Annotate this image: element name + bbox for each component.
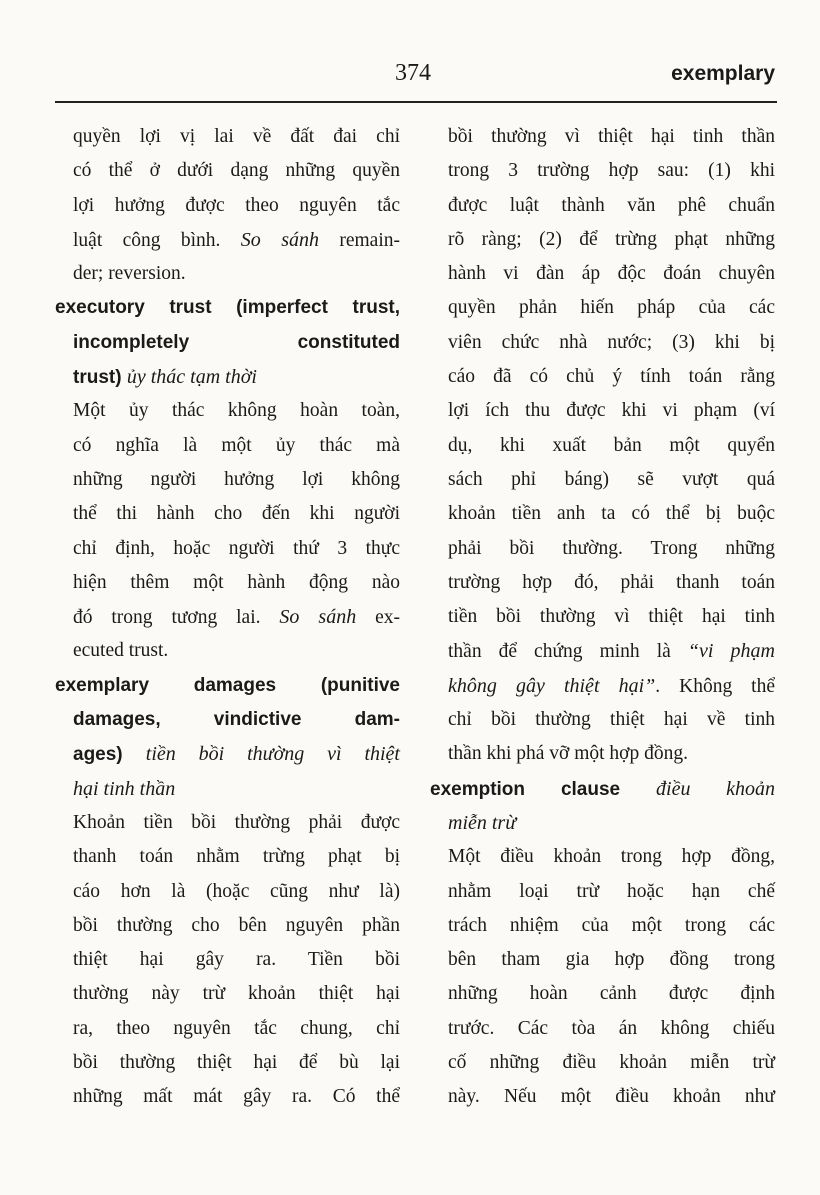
text-line xyxy=(55,600,400,634)
text-line xyxy=(430,497,775,531)
text-run: ra, theo nguyên tắc chung, chỉ xyxy=(73,1017,400,1039)
text-run: exemplary damages (punitive xyxy=(55,674,400,696)
text-run: trách nhiệm của một trong các xyxy=(448,914,775,936)
italic-text: tiền bồi thường vì thiệt xyxy=(145,743,400,766)
text-run: đó trong tương lai. xyxy=(73,607,280,629)
text-line xyxy=(55,634,400,668)
entry-headword-line xyxy=(55,703,400,737)
text-run: quyền phản hiến pháp của các xyxy=(448,297,775,319)
text-line xyxy=(55,120,400,154)
text-run: cáo hơn là (hoặc cũng như là) xyxy=(73,880,400,902)
text-run: chỉ bồi thường thiệt hại về tinh xyxy=(448,709,775,731)
text-run: cố những điều khoản miễn trừ xyxy=(448,1052,775,1074)
text-line xyxy=(55,909,400,943)
text-run: thần khi phá vỡ một hợp đồng. xyxy=(448,743,688,765)
text-run: . Không thể xyxy=(655,675,776,697)
text-line xyxy=(55,394,400,428)
text-line xyxy=(430,429,775,463)
text-line xyxy=(55,429,400,463)
text-line xyxy=(430,669,775,703)
running-head: exemplary xyxy=(671,62,775,85)
entry-headword-line xyxy=(55,360,400,394)
entry-headword-line xyxy=(55,326,400,360)
text-run: chỉ định, hoặc người thứ 3 thực xyxy=(73,537,400,559)
text-run: Một ủy thác không hoàn toàn, xyxy=(73,400,400,422)
text-run: incompletely constituted xyxy=(73,331,400,353)
text-line xyxy=(55,806,400,840)
page-header xyxy=(55,58,775,98)
text-line xyxy=(55,566,400,600)
italic-text: “vi phạm xyxy=(687,640,775,663)
text-run: thanh toán nhằm trừng phạt bị xyxy=(73,846,400,868)
text-line xyxy=(430,1046,775,1080)
text-line xyxy=(430,840,775,874)
text-run: trường hợp đó, phải thanh toán xyxy=(448,571,775,593)
italic-text: không gây thiệt hại” xyxy=(448,674,656,697)
text-line xyxy=(430,737,775,771)
text-run: có thể ở dưới dạng những quyền xyxy=(73,160,400,182)
text-line xyxy=(430,977,775,1011)
text-line xyxy=(55,977,400,1011)
entry-headword-line xyxy=(55,669,400,703)
text-line xyxy=(430,223,775,257)
text-run: khoản tiền anh ta có thể bị buộc xyxy=(448,503,775,525)
text-run: quyền lợi vị lai về đất đai chỉ xyxy=(73,126,400,147)
text-line xyxy=(55,497,400,531)
header-rule xyxy=(55,101,777,103)
text-run: có nghĩa là một ủy thác mà xyxy=(73,434,400,456)
text-line xyxy=(430,909,775,943)
text-run: hiện thêm một hành động nào xyxy=(73,571,400,593)
text-run: cáo đã có chủ ý tính toán rằng xyxy=(448,366,775,388)
text-run: phải bồi thường. Trong những xyxy=(448,537,775,559)
text-line xyxy=(430,326,775,360)
text-run: dụ, khi xuất bản một quyển xyxy=(448,434,775,456)
text-run: Một điều khoản trong hợp đồng, xyxy=(448,846,775,868)
text-line xyxy=(430,120,775,154)
text-line xyxy=(55,532,400,566)
text-line xyxy=(55,463,400,497)
text-run: hành vi đàn áp độc đoán chuyên xyxy=(448,263,775,285)
text-line xyxy=(430,360,775,394)
text-line xyxy=(430,532,775,566)
italic-text: So sánh xyxy=(279,606,357,629)
text-line xyxy=(430,566,775,600)
entry-headword-line xyxy=(55,772,400,806)
text-line xyxy=(430,1012,775,1046)
text-run: lợi hưởng được theo nguyên tắc xyxy=(73,194,400,216)
text-run: thường này trừ khoản thiệt hại xyxy=(73,983,400,1005)
text-line xyxy=(430,257,775,291)
text-run: ages) xyxy=(73,744,146,766)
italic-text: điều khoản xyxy=(656,777,775,800)
text-line xyxy=(430,291,775,325)
text-run: thiệt hại gây ra. Tiền bồi xyxy=(73,949,400,971)
italic-text: miễn trừ xyxy=(448,811,517,834)
text-run: thể thi hành cho đến khi người xyxy=(73,503,400,525)
text-run: lợi ích thu được khi vi phạm (ví xyxy=(448,400,775,422)
text-run: tiền bồi thường vì thiệt hại tinh xyxy=(448,606,775,628)
text-run: executory trust (imperfect trust, xyxy=(55,297,400,319)
text-run: nhằm loại trừ hoặc hạn chế xyxy=(448,880,775,902)
left-column xyxy=(55,120,400,1115)
text-run: trust) xyxy=(73,367,127,389)
text-line xyxy=(55,154,400,188)
text-run: remain- xyxy=(319,229,400,251)
text-line xyxy=(55,1080,400,1114)
text-run: những mất mát gây ra. Có thể xyxy=(73,1086,400,1108)
text-line xyxy=(430,463,775,497)
text-run: exemption clause xyxy=(430,778,657,800)
text-run: damages, vindictive dam- xyxy=(73,709,400,731)
text-run: những hoàn cảnh được định xyxy=(448,983,775,1005)
text-run: bồi thường vì thiệt hại tinh thần xyxy=(448,126,775,147)
text-run: này. Nếu một điều khoản như xyxy=(448,1086,775,1108)
text-line xyxy=(430,154,775,188)
entry-headword-line xyxy=(55,291,400,325)
text-line xyxy=(430,634,775,668)
text-run: ecuted trust. xyxy=(73,640,169,662)
text-line xyxy=(430,394,775,428)
text-run: những người hưởng lợi không xyxy=(73,468,400,490)
text-run: rõ ràng; (2) để trừng phạt những xyxy=(448,228,775,250)
page-number: 374 xyxy=(395,60,431,86)
text-line xyxy=(430,875,775,909)
text-line xyxy=(55,875,400,909)
text-run: được luật thành văn phê chuẩn xyxy=(448,194,775,216)
text-run: trước. Các tòa án không chiếu xyxy=(448,1017,775,1039)
text-run: sách phỉ báng) sẽ vượt quá xyxy=(448,468,775,490)
italic-text: hại tinh thần xyxy=(73,777,176,800)
text-line xyxy=(55,1046,400,1080)
text-run: trong 3 trường hợp sau: (1) khi xyxy=(448,160,775,182)
text-line xyxy=(55,943,400,977)
text-run: luật công bình. xyxy=(73,229,241,251)
text-run: bồi thường thiệt hại để bù lại xyxy=(73,1052,400,1074)
text-line xyxy=(430,600,775,634)
text-line xyxy=(430,943,775,977)
text-line xyxy=(55,840,400,874)
italic-text: ủy thác tạm thời xyxy=(126,366,257,389)
text-line xyxy=(430,189,775,223)
text-run: Khoản tiền bồi thường phải được xyxy=(73,811,400,833)
text-line xyxy=(55,189,400,223)
entry-headword-line xyxy=(55,737,400,771)
text-line xyxy=(55,223,400,257)
text-run: viên chức nhà nước; (3) khi bị xyxy=(448,331,775,353)
right-column xyxy=(430,120,775,1115)
text-run: bồi thường cho bên nguyên phần xyxy=(73,914,400,936)
text-line xyxy=(430,703,775,737)
entry-headword-line xyxy=(430,772,775,806)
entry-headword-line xyxy=(430,806,775,840)
text-run: bên tham gia hợp đồng trong xyxy=(448,949,775,971)
text-run: ex- xyxy=(356,607,400,629)
text-line xyxy=(55,257,400,291)
italic-text: So sánh xyxy=(240,228,319,251)
text-line xyxy=(430,1080,775,1114)
text-line xyxy=(55,1012,400,1046)
text-run: thần để chứng minh là xyxy=(448,641,688,663)
text-run: der; reversion. xyxy=(73,263,186,285)
